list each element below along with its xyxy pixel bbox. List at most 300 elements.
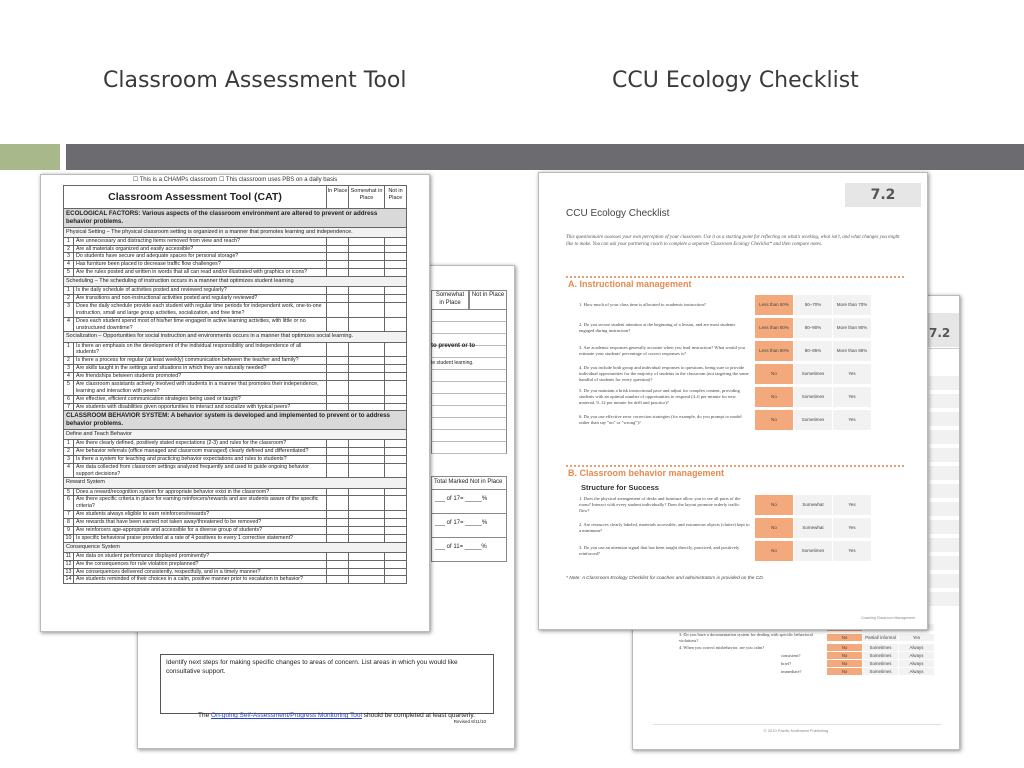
table-row	[63, 269, 407, 277]
table-row	[63, 303, 407, 318]
table-row	[63, 287, 407, 295]
cat-back-grid	[431, 310, 507, 454]
table-row	[63, 535, 407, 543]
title-classroom-assessment-tool: Classroom Assessment Tool	[103, 68, 407, 93]
totals-row: ___ of 11= _____%	[431, 538, 507, 562]
check-in-place[interactable]	[326, 303, 348, 317]
check-in-place[interactable]	[326, 343, 348, 357]
check-in-place[interactable]	[326, 269, 348, 276]
list-item	[579, 295, 909, 315]
cat-back-subhead: to prevent or to	[431, 343, 476, 349]
check-not-in-place[interactable]	[384, 287, 406, 294]
ccu-note: * Note: A Classroom Ecology Checklist for coaches and administrators is provided on the CD.	[566, 576, 765, 581]
item-question: Is specific behavioral praise provided at a rate of 4 positives to every 1 corrective statement?	[76, 534, 293, 541]
check-somewhat[interactable]	[348, 440, 384, 447]
option-low[interactable]: No	[755, 495, 793, 515]
check-somewhat[interactable]	[348, 318, 384, 332]
check-in-place[interactable]	[326, 357, 348, 364]
item-question: Are there clearly defined, positively stated expectations (2-3) and rules for the classroom?	[76, 440, 287, 447]
item-number: 7	[64, 511, 74, 518]
footer-prefix: The	[198, 712, 212, 719]
check-not-in-place[interactable]	[384, 527, 406, 534]
accent-bar-gray	[66, 144, 1024, 170]
check-not-in-place[interactable]	[384, 489, 406, 496]
table-row	[63, 365, 407, 373]
option-mid[interactable]: Sometimes	[863, 668, 898, 675]
check-not-in-place[interactable]	[384, 456, 406, 463]
option-low[interactable]: Less than 80%	[755, 341, 793, 361]
option-mid[interactable]: Somewhat	[794, 518, 832, 538]
option-mid[interactable]: Sometimes	[794, 387, 832, 407]
check-not-in-place[interactable]	[384, 357, 406, 364]
item-number: 4	[64, 318, 74, 332]
item-number: 5	[64, 269, 74, 276]
table-row	[63, 253, 407, 261]
option-low[interactable]: No	[755, 518, 793, 538]
option-low[interactable]: No	[755, 410, 793, 430]
table-row	[63, 464, 407, 479]
section-a-questions	[579, 295, 909, 433]
totals-row: ___ of 17= _____%	[431, 514, 507, 538]
item-number: 2	[64, 246, 74, 253]
table-row	[63, 569, 407, 577]
check-not-in-place[interactable]	[384, 365, 406, 372]
check-not-in-place[interactable]	[384, 561, 406, 568]
item-number: 7	[64, 404, 74, 411]
option-high[interactable]: More than 90%	[833, 318, 871, 338]
check-somewhat[interactable]	[348, 261, 384, 268]
reward-system-header: Reward System	[63, 478, 407, 488]
question-text: 1. Does the physical arrangement of desks and furniture allow you to see all parts of the room? Interact with every student individually? Does the layout promote orderly traffic flow?	[579, 495, 741, 514]
scheduling-items	[63, 287, 407, 332]
cat-back-subtext: te student learning.	[431, 360, 474, 366]
question-text: 2. Are resources clearly labeled, materials accessible, and extraneous objects (clutter) kept to a minimum?	[579, 521, 750, 533]
option-low[interactable]: No	[827, 644, 862, 651]
cat-back-header	[431, 290, 507, 310]
check-in-place[interactable]	[326, 569, 348, 576]
section-a-title: A. Instructional management	[568, 279, 692, 289]
check-somewhat[interactable]	[348, 511, 384, 518]
list-item	[579, 364, 909, 384]
item-question: Are students reminded of their choices in a calm, positive manner prior to escalation in behavior?	[76, 576, 304, 583]
item-question: Are transitions and non-instructional activities posted and regularly reviewed?	[76, 295, 258, 302]
check-not-in-place[interactable]	[384, 535, 406, 542]
item-number: 4	[64, 373, 74, 380]
item-number: 11	[64, 553, 74, 560]
option-low[interactable]: No	[827, 634, 862, 641]
check-in-place[interactable]	[326, 295, 348, 302]
item-question: Are the rules posted and written in words that all can read and/or illustrated with graphics or icons?	[76, 269, 308, 276]
item-question: Is there an emphasis on the development of the individual responsibility and independence of all students?	[76, 342, 302, 356]
check-somewhat[interactable]	[348, 448, 384, 455]
check-somewhat[interactable]	[348, 489, 384, 496]
question-text: brief?	[781, 661, 792, 667]
self-assessment-link[interactable]: On-going Self-Assessment/Progress Monitoring Tool	[211, 712, 362, 719]
option-mid[interactable]: Sometimes	[794, 364, 832, 384]
list-item	[579, 387, 909, 407]
physical-setting-header: Physical Setting – The physical classroom setting is organized in a manner that promotes learning and independence.	[63, 228, 407, 238]
check-not-in-place[interactable]	[384, 464, 406, 478]
check-somewhat[interactable]	[348, 561, 384, 568]
option-low[interactable]: No	[827, 668, 862, 675]
item-number: 13	[64, 569, 74, 576]
check-in-place[interactable]	[326, 365, 348, 372]
option-mid[interactable]: Somewhat	[794, 495, 832, 515]
check-in-place[interactable]	[326, 373, 348, 380]
check-somewhat[interactable]	[348, 303, 384, 317]
ecological-factors-header: ECOLOGICAL FACTORS: Various aspects of the classroom environment are altered to prevent or address behavior problems.	[63, 209, 407, 228]
check-in-place[interactable]	[326, 553, 348, 560]
check-not-in-place[interactable]	[384, 343, 406, 357]
list-item	[679, 632, 939, 643]
check-not-in-place[interactable]	[384, 246, 406, 253]
section-b-title: B. Classroom behavior management	[568, 468, 725, 478]
list-item	[579, 318, 909, 338]
item-number: 12	[64, 561, 74, 568]
next-steps-box: Identify next steps for making specific changes to areas of concern. List areas in which you would like consultative support.	[160, 654, 494, 714]
option-mid[interactable]: 80–85%	[794, 341, 832, 361]
option-low[interactable]: No	[755, 541, 793, 561]
check-somewhat[interactable]	[348, 519, 384, 526]
item-number: 3	[64, 456, 74, 463]
item-number: 1	[64, 343, 74, 357]
check-in-place[interactable]	[326, 489, 348, 496]
check-in-place[interactable]	[326, 535, 348, 542]
table-row	[63, 527, 407, 535]
list-item	[679, 660, 939, 667]
table-row	[63, 396, 407, 404]
table-row	[63, 456, 407, 464]
item-question: Has furniture been placed to decrease traffic flow challenges?	[76, 261, 221, 268]
check-in-place[interactable]	[326, 576, 348, 583]
table-row	[63, 496, 407, 511]
ccu-back-badge: 7.2	[915, 313, 960, 347]
table-row	[63, 381, 407, 396]
check-in-place[interactable]	[326, 238, 348, 245]
list-item	[679, 668, 939, 675]
check-not-in-place[interactable]	[384, 295, 406, 302]
check-somewhat[interactable]	[348, 238, 384, 245]
option-high[interactable]: Yes	[833, 541, 871, 561]
list-item	[579, 341, 909, 361]
check-somewhat[interactable]	[348, 357, 384, 364]
check-not-in-place[interactable]	[384, 396, 406, 403]
check-not-in-place[interactable]	[384, 496, 406, 510]
revised-date: Revised 8/11/10	[453, 719, 486, 724]
option-mid[interactable]: Sometimes	[863, 644, 898, 651]
item-number: 1	[64, 440, 74, 447]
table-row	[63, 357, 407, 365]
reward-items	[63, 489, 407, 543]
item-number: 1	[64, 287, 74, 294]
option-high[interactable]: Yes	[833, 410, 871, 430]
col-not-in-place: Not in Place	[469, 290, 507, 310]
option-mid[interactable]: 80–90%	[794, 318, 832, 338]
table-row	[63, 561, 407, 569]
check-in-place[interactable]	[326, 464, 348, 478]
check-in-place[interactable]	[326, 396, 348, 403]
totals-header: Total Marked Not in Place	[431, 476, 507, 490]
table-row	[63, 511, 407, 519]
item-question: Are all materials organized and easily accessible?	[76, 245, 194, 252]
item-question: Is the daily schedule of activities posted and reviewed regularly?	[76, 287, 227, 294]
check-somewhat[interactable]	[348, 396, 384, 403]
cat-back-footer	[198, 712, 475, 719]
check-not-in-place[interactable]	[384, 238, 406, 245]
table-row	[63, 448, 407, 456]
check-somewhat[interactable]	[348, 287, 384, 294]
totals-row: ___ of 17= _____%	[431, 490, 507, 514]
item-question: Are students with disabilities given opportunities to interact and socialize with typical peers?	[76, 403, 291, 410]
ccu-front-page	[538, 172, 928, 630]
check-not-in-place[interactable]	[384, 448, 406, 455]
option-low[interactable]: No	[827, 652, 862, 659]
item-question: Are behavior referrals (office managed and classroom managed) clearly defined and differentiated?	[76, 447, 309, 454]
question-text: 2. Do you secure student attention at the beginning of a lesson, and are most students engaged during instruction?	[579, 321, 736, 333]
check-not-in-place[interactable]	[384, 318, 406, 332]
item-question: Are there specific criteria in place for earning reinforcers/rewards and are students aware of the specific criteria?	[76, 496, 319, 510]
check-in-place[interactable]	[326, 253, 348, 260]
col-in-place: In Place	[326, 186, 348, 208]
check-somewhat[interactable]	[348, 553, 384, 560]
item-number: 6	[64, 496, 74, 510]
check-not-in-place[interactable]	[384, 373, 406, 380]
structure-subtitle: Structure for Success	[581, 483, 659, 492]
check-in-place[interactable]	[326, 456, 348, 463]
check-somewhat[interactable]	[348, 269, 384, 276]
option-high[interactable]: Always	[899, 652, 934, 659]
check-in-place[interactable]	[326, 246, 348, 253]
table-row	[63, 373, 407, 381]
table-row	[63, 238, 407, 246]
option-mid[interactable]: Sometimes	[863, 660, 898, 667]
check-not-in-place[interactable]	[384, 381, 406, 395]
check-somewhat[interactable]	[348, 343, 384, 357]
socialization-items	[63, 343, 407, 412]
option-high[interactable]: Yes	[833, 518, 871, 538]
option-high[interactable]: Yes	[833, 387, 871, 407]
ccu-intro: This questionnaire assesses your own perception of your classroom. Use it as a starting point for reflecting on what's working, what isn't, and what changes you might like to make. You can ask your partnering coach to complete a separate Classroom Ecology Checklist* and then compare notes.	[566, 235, 900, 248]
item-number: 2	[64, 448, 74, 455]
item-number: 6	[64, 396, 74, 403]
item-number: 4	[64, 261, 74, 268]
table-row	[63, 553, 407, 561]
option-high[interactable]: Always	[899, 668, 934, 675]
cat-front-page	[40, 174, 430, 632]
check-not-in-place[interactable]	[384, 440, 406, 447]
option-mid[interactable]: 50–70%	[794, 295, 832, 315]
option-high[interactable]: More than 70%	[833, 295, 871, 315]
question-text: 4. Do you include both group and individual responses to questions, being sure to provide individual opportunities for the majority of students in the classroom (not targeting the same handful of students for every question)?	[579, 364, 749, 383]
option-high[interactable]: More than 85%	[833, 341, 871, 361]
check-somewhat[interactable]	[348, 496, 384, 510]
option-low[interactable]: No	[827, 660, 862, 667]
check-not-in-place[interactable]	[384, 576, 406, 583]
option-low[interactable]: No	[755, 387, 793, 407]
section-b-questions	[579, 495, 909, 564]
item-question: Does the daily schedule provide each student with regular time periods for independent work, one-to-one instruction, small and large group activities, socialization, and free time?	[76, 302, 322, 316]
scheduling-header: Scheduling – The scheduling of instruction occurs in a manner that optimizes student learning	[63, 277, 407, 287]
item-number: 5	[64, 381, 74, 395]
divider	[929, 348, 960, 349]
question-text: immediate?	[781, 669, 802, 675]
dotted-divider	[566, 465, 904, 467]
item-question: Are students always eligible to earn reinforcers/rewards?	[76, 511, 210, 518]
option-high[interactable]: Always	[899, 644, 934, 651]
totals-table	[431, 476, 507, 562]
ccu-back-rows	[679, 624, 939, 676]
list-item	[579, 410, 909, 430]
check-not-in-place[interactable]	[384, 553, 406, 560]
item-question: Are skills taught in the settings and situations in which they are naturally needed?	[76, 365, 267, 372]
check-not-in-place[interactable]	[384, 511, 406, 518]
table-row	[63, 519, 407, 527]
question-text: 4. When you correct misbehavior, are you calm?	[679, 645, 765, 651]
item-number: 2	[64, 357, 74, 364]
ccu-badge: 7.2	[845, 183, 921, 207]
table-row	[63, 576, 407, 584]
check-somewhat[interactable]	[348, 295, 384, 302]
question-text: 3. Do you have a documentation system for dealing with specific behavioral violations?	[679, 632, 813, 643]
item-question: Do students have secure and adequate spaces for personal storage?	[76, 253, 239, 260]
check-in-place[interactable]	[326, 381, 348, 395]
option-mid[interactable]: Sometimes	[863, 652, 898, 659]
check-in-place[interactable]	[326, 519, 348, 526]
define-teach-header: Define and Teach Behavior	[63, 430, 407, 440]
list-item	[679, 644, 939, 651]
check-not-in-place[interactable]	[384, 303, 406, 317]
option-high[interactable]: Yes	[833, 495, 871, 515]
table-row	[63, 246, 407, 254]
cat-header	[63, 185, 407, 209]
table-row	[63, 343, 407, 358]
table-row	[63, 440, 407, 448]
table-row	[63, 404, 407, 412]
check-in-place[interactable]	[326, 527, 348, 534]
check-somewhat[interactable]	[348, 535, 384, 542]
check-somewhat[interactable]	[348, 381, 384, 395]
item-question: Are data on student performance displayed prominently?	[76, 552, 210, 559]
col-somewhat: Somewhat in Place	[431, 290, 469, 310]
item-number: 3	[64, 253, 74, 260]
check-somewhat[interactable]	[348, 404, 384, 411]
check-not-in-place[interactable]	[384, 253, 406, 260]
check-not-in-place[interactable]	[384, 269, 406, 276]
title-ccu-ecology-checklist: CCU Ecology Checklist	[612, 68, 859, 93]
footer-suffix: should be completed at least quarterly.	[361, 712, 475, 719]
item-question: Are rewards that have been earned not taken away/threatened to be removed?	[76, 519, 262, 526]
list-item	[579, 495, 909, 515]
check-somewhat[interactable]	[348, 464, 384, 478]
option-mid[interactable]: Sometimes	[794, 541, 832, 561]
check-somewhat[interactable]	[348, 456, 384, 463]
socialization-header: Socialization – Opportunities for social instruction and environments occurs in a manner that optimizes social learning.	[63, 332, 407, 342]
item-question: Does each student spend most of his/her time engaged in active learning activities, with little or no unstructured downtime?	[76, 317, 306, 331]
item-number: 10	[64, 535, 74, 542]
list-item	[679, 652, 939, 659]
item-question: Are friendships between students promoted?	[76, 373, 182, 380]
divider	[653, 724, 941, 725]
check-somewhat[interactable]	[348, 569, 384, 576]
item-number: 2	[64, 295, 74, 302]
check-in-place[interactable]	[326, 318, 348, 332]
option-low[interactable]: Less than 80%	[755, 318, 793, 338]
item-question: Is there a system for teaching and practicing behavior expectations and rules to students?	[76, 455, 287, 462]
item-question: Are unnecessary and distracting items removed from view and reach?	[76, 237, 240, 244]
consequence-items	[63, 553, 407, 585]
question-text: 3. Are academic responses generally accurate when you lead instruction? What would you estimate your students' percentage of correct responses is?	[579, 344, 745, 356]
check-not-in-place[interactable]	[384, 261, 406, 268]
option-mid[interactable]: Sometimes	[794, 410, 832, 430]
table-row	[63, 295, 407, 303]
option-high[interactable]: Always	[899, 660, 934, 667]
option-low[interactable]: No	[755, 364, 793, 384]
question-text: 5. Do you maintain a brisk instructional pace and adjust for complex content, providing students with an optimal number of opportunities to respond (4–6 per minute for new material, 9–12 per minute for drill and practice)?	[579, 387, 740, 406]
physical-items	[63, 238, 407, 277]
question-text: consistent?	[781, 653, 801, 659]
col-somewhat: Somewhat in Place	[348, 186, 384, 208]
check-in-place[interactable]	[326, 496, 348, 510]
ccu-title: CCU Ecology Checklist	[566, 208, 670, 219]
item-question: Are the consequences for rule violation preplanned?	[76, 560, 199, 567]
item-number: 3	[64, 303, 74, 317]
item-number: 1	[64, 238, 74, 245]
check-not-in-place[interactable]	[384, 569, 406, 576]
item-question: Are data collected from classroom settings analyzed frequently and used to guide ongoing behavior support decisions?	[76, 463, 309, 477]
question-text: 6. Do you use effective error correction strategies (for example, do you prompt or model rather than say "no" or "wrong")?	[579, 413, 742, 425]
check-somewhat[interactable]	[348, 365, 384, 372]
option-high[interactable]: Yes	[899, 634, 934, 641]
behavior-system-header: CLASSROOM BEHAVIOR SYSTEM: A behavior system is developed and implemented to prevent or to address behavior problems.	[63, 411, 407, 430]
option-high[interactable]: Yes	[833, 364, 871, 384]
item-question: Are classroom assistants actively involved with students in a manner that promotes their independence, learning and interaction with peers?	[76, 380, 319, 394]
dotted-divider	[566, 276, 904, 278]
item-number: 4	[64, 464, 74, 478]
list-item	[579, 518, 909, 538]
ccu-back-side-grid	[929, 376, 960, 610]
cat-checkbox-line: ☐ This is a CHAMPs classroom ☐ This classroom uses PBS on a daily basis	[132, 177, 338, 183]
check-not-in-place[interactable]	[384, 519, 406, 526]
check-in-place[interactable]	[326, 561, 348, 568]
table-row	[63, 489, 407, 497]
check-in-place[interactable]	[326, 287, 348, 294]
item-number: 5	[64, 489, 74, 496]
table-row	[63, 318, 407, 333]
list-item	[579, 541, 909, 561]
item-question: Does a reward/recognition system for appropriate behavior exist in the classroom?	[76, 488, 270, 495]
check-somewhat[interactable]	[348, 253, 384, 260]
col-not-in-place: Not in Place	[384, 186, 406, 208]
define-items	[63, 440, 407, 478]
check-in-place[interactable]	[326, 511, 348, 518]
accent-bar-green	[0, 144, 60, 170]
check-somewhat[interactable]	[348, 576, 384, 583]
check-in-place[interactable]	[326, 448, 348, 455]
check-in-place[interactable]	[326, 404, 348, 411]
question-text: 3. Do you use an attention signal that has been taught directly, practiced, and positively reinforced?	[579, 544, 740, 556]
check-somewhat[interactable]	[348, 527, 384, 534]
option-mid[interactable]: Partial/ informal	[863, 634, 898, 641]
item-question: Are reinforcers age-appropriate and accessible for a diverse group of students?	[76, 526, 263, 533]
item-number: 3	[64, 365, 74, 372]
check-in-place[interactable]	[326, 261, 348, 268]
check-somewhat[interactable]	[348, 246, 384, 253]
check-not-in-place[interactable]	[384, 404, 406, 411]
check-in-place[interactable]	[326, 440, 348, 447]
option-low[interactable]: Less than 50%	[755, 295, 793, 315]
check-somewhat[interactable]	[348, 373, 384, 380]
ccu-page-footer: Coaching Classroom Management	[861, 616, 915, 620]
